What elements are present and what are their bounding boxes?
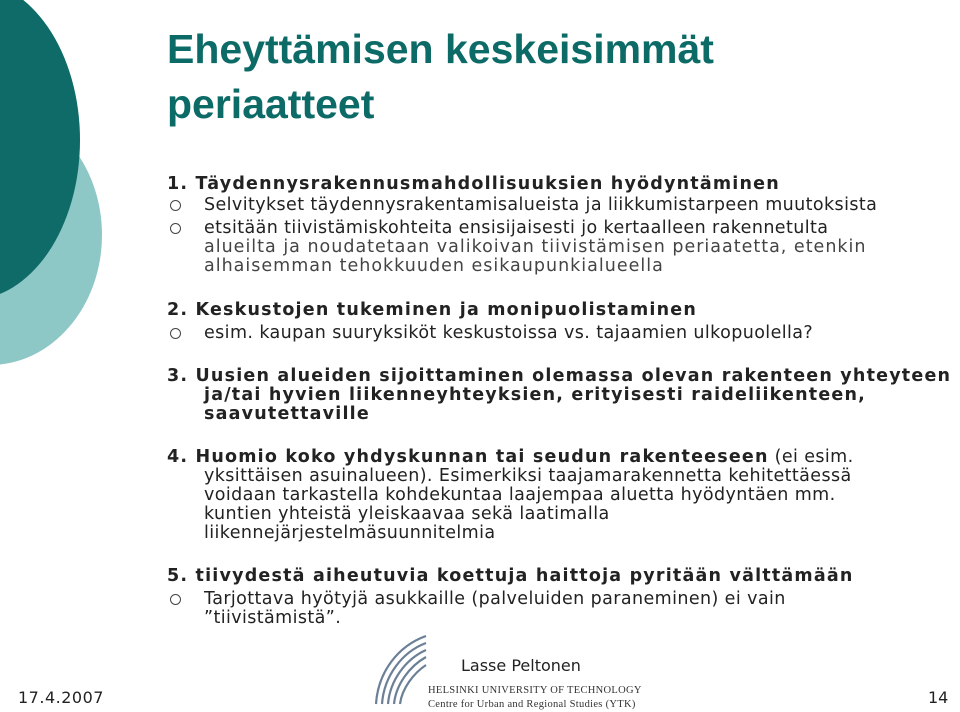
institution-caption xyxy=(428,684,642,712)
section-1-heading: 1. Täydennysrakennusmahdollisuuksien hyödyntäminen xyxy=(167,174,780,194)
university-logo-icon xyxy=(370,632,430,706)
bullet-circle-icon xyxy=(170,200,181,211)
bullet-text: esim. kaupan suuryksiköt keskustoissa vs. tajaamien ulkopuolella? xyxy=(204,323,814,343)
institution-line: HELSINKI UNIVERSITY OF TECHNOLOGY xyxy=(428,685,642,696)
section-1-bullet-2 xyxy=(167,219,952,276)
section-3-line: saavutettaville xyxy=(204,404,370,424)
section-3-line: 3. Uusien alueiden sijoittaminen olemassa olevan rakenteen yhteyteen xyxy=(167,366,952,386)
slide-title: Eheyttämisen keskeisimmät periaatteet xyxy=(167,26,714,127)
bullet-text-line: alueilta ja noudatetaan valikoivan tiivistämisen periaatetta, etenkin xyxy=(204,237,867,257)
author-name: Lasse Peltonen xyxy=(461,656,581,675)
bullet-text-line: alhaisemman tehokkuuden esikaupunkialueella xyxy=(204,256,664,276)
section-4-line: liikennejärjestelmäsuunnitelmia xyxy=(204,523,496,543)
section-4-line: yksittäisen asuinalueen). Esimerkiksi taajamarakennetta kehitettäessä xyxy=(204,466,852,486)
section-4-line: voidaan tarkastella kohdekuntaa laajempaa aluetta hyödyntäen mm. xyxy=(204,485,836,505)
section-5-heading: 5. tiivydestä aiheutuvia koettuja haittoja pyritään välttämään xyxy=(167,566,854,586)
bullet-circle-icon xyxy=(170,223,181,234)
decorative-corner-shapes xyxy=(0,0,110,400)
section-4-heading: 4. Huomio koko yhdyskunnan tai seudun rakenteeseen xyxy=(167,447,769,467)
institution-line: Centre for Urban and Regional Studies (YTK) xyxy=(428,699,636,710)
section-4-first-line xyxy=(167,448,952,467)
slide-body xyxy=(167,175,952,628)
bullet-text-line: etsitään tiivistämiskohteita ensisijaisesti jo kertaalleen rakennetulta xyxy=(204,218,829,238)
section-1-bullet-1 xyxy=(167,196,952,215)
bullet-circle-icon xyxy=(170,594,181,605)
section-3-line: ja/tai hyvien liikenneyhteyksien, erityisesti raideliikenteen, xyxy=(204,385,866,405)
slide-number: 14 xyxy=(928,688,949,707)
section-3-heading xyxy=(167,367,952,424)
slide-date: 17.4.2007 xyxy=(18,688,104,707)
section-2-heading: 2. Keskustojen tukeminen ja monipuolistaminen xyxy=(167,300,697,320)
bullet-text-line: Tarjottava hyötyjä asukkaille (palveluiden paraneminen) ei vain xyxy=(204,589,786,609)
section-4 xyxy=(167,448,952,543)
section-5-bullet-1 xyxy=(167,590,952,628)
bullet-text-line: ”tiivistämistä”. xyxy=(204,608,342,628)
bullet-text: Selvitykset täydennysrakentamisalueista ja liikkumistarpeen muutoksista xyxy=(204,195,878,215)
section-4-heading-tail: (ei esim. xyxy=(768,447,854,467)
section-4-line: kuntien yhteistä yleiskaavaa sekä laatimalla xyxy=(204,504,610,524)
bullet-circle-icon xyxy=(170,328,181,339)
section-2-bullet-1 xyxy=(167,324,952,343)
